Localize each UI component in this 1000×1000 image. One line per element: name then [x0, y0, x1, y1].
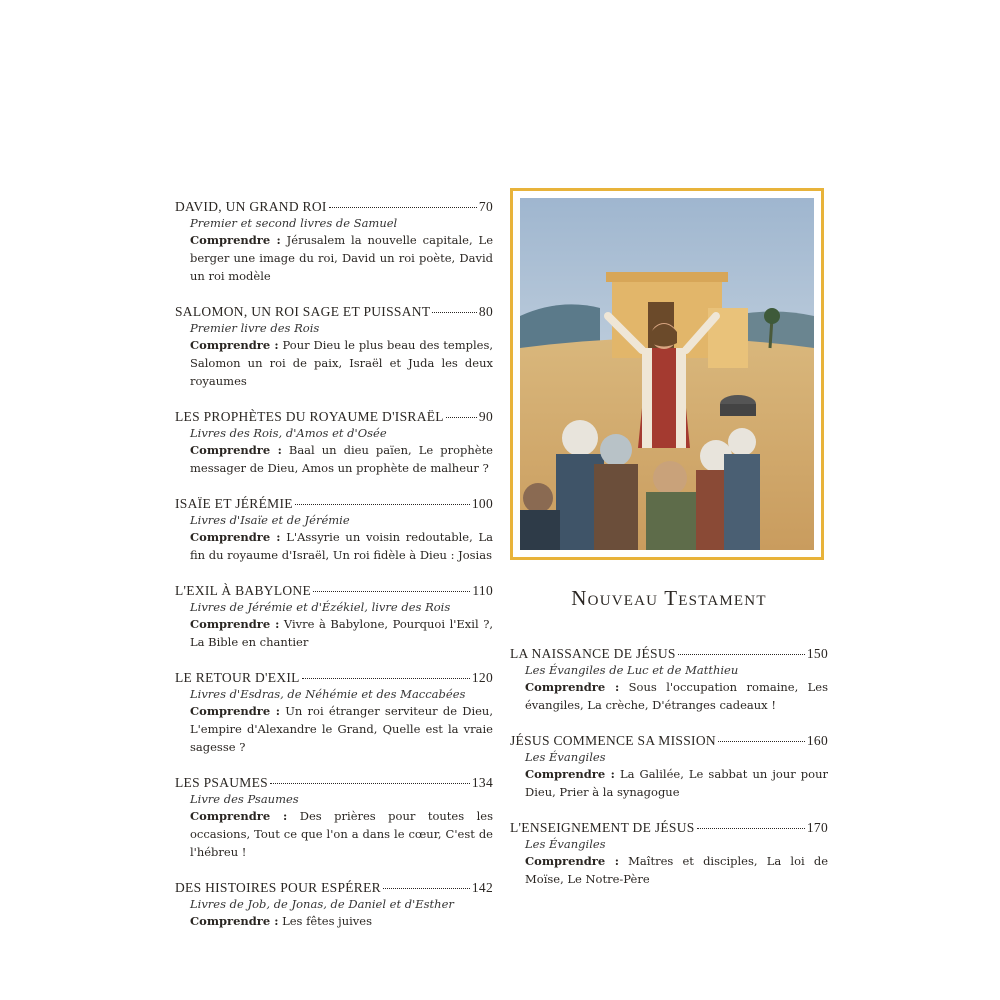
toc-right-column [510, 645, 828, 906]
entry-heading[interactable] [510, 645, 828, 663]
page-number: 80 [478, 304, 493, 319]
entry-source: Les Évangiles [525, 750, 606, 764]
entry-source: Livres de Jérémie et d'Ézékiel, livre des Rois [190, 600, 451, 614]
page-number: 160 [806, 733, 828, 748]
entry-heading[interactable] [175, 303, 493, 321]
jesus-preaching-illustration [520, 198, 814, 550]
leader-dots [718, 741, 805, 742]
toc-entry [175, 495, 493, 564]
comprendre-label: Comprendre : [190, 338, 279, 352]
entry-source: Livres des Rois, d'Amos et d'Osée [190, 426, 387, 440]
comprendre-label: Comprendre : [190, 704, 280, 718]
page-number: 134 [471, 775, 493, 790]
toc-entry [175, 879, 493, 930]
comprendre-label: Comprendre : [190, 233, 281, 247]
comprendre-label: Comprendre : [525, 680, 620, 694]
entry-topics: Jérusalem la nouvelle capitale, Le berger une image du roi, David un roi poète, David un roi modèle [190, 233, 493, 283]
toc-entry [510, 819, 828, 888]
entry-title: ISAÏE ET JÉRÉMIE [175, 496, 293, 511]
entry-heading[interactable] [510, 819, 828, 837]
entry-heading[interactable] [510, 732, 828, 750]
comprendre-label: Comprendre : [190, 443, 282, 457]
entry-heading[interactable] [175, 582, 493, 600]
toc-entry [175, 669, 493, 756]
entry-heading[interactable] [175, 774, 493, 792]
leader-dots [329, 207, 477, 208]
entry-title: LA NAISSANCE DE JÉSUS [510, 646, 676, 661]
entry-topics: Baal un dieu païen, Le prophète messager de Dieu, Amos un prophète de malheur ? [190, 443, 493, 475]
entry-description [175, 912, 493, 930]
entry-source: Les Évangiles [525, 837, 606, 851]
entry-topics: Un roi étranger serviteur de Dieu, L'empire d'Alexandre le Grand, Quelle est la vraie sagesse ? [190, 704, 493, 754]
toc-entry [510, 645, 828, 714]
entry-heading[interactable] [175, 879, 493, 897]
leader-dots [446, 417, 477, 418]
page-number: 110 [472, 583, 493, 598]
page-number: 120 [471, 670, 493, 685]
toc-entry [175, 303, 493, 390]
entry-source: Livres d'Esdras, de Néhémie et des Maccabées [190, 687, 466, 701]
page-number: 170 [806, 820, 828, 835]
entry-description [510, 678, 828, 714]
entry-heading[interactable] [175, 198, 493, 216]
leader-dots [295, 504, 470, 505]
entry-topics: La Galilée, Le sabbat un jour pour Dieu, Prier à la synagogue [525, 767, 828, 799]
entry-description [175, 528, 493, 564]
page-number: 100 [471, 496, 493, 511]
entry-title: L'ENSEIGNEMENT DE JÉSUS [510, 820, 695, 835]
page-number: 150 [806, 646, 828, 661]
entry-title: DAVID, UN GRAND ROI [175, 199, 327, 214]
entry-title: LES PROPHÈTES DU ROYAUME D'ISRAËL [175, 409, 444, 424]
page-number: 142 [471, 880, 493, 895]
entry-title: DES HISTOIRES POUR ESPÉRER [175, 880, 381, 895]
toc-entry [175, 408, 493, 477]
entry-title: SALOMON, UN ROI SAGE ET PUISSANT [175, 304, 431, 319]
entry-description [510, 765, 828, 801]
entry-topics: Vivre à Babylone, Pourquoi l'Exil ?, La Bible en chantier [190, 617, 494, 649]
entry-source: Premier livre des Rois [190, 321, 320, 335]
entry-title: LE RETOUR D'EXIL [175, 670, 300, 685]
entry-heading[interactable] [175, 669, 493, 687]
entry-description [175, 807, 493, 861]
toc-entry [175, 198, 493, 285]
entry-topics: Sous l'occupation romaine, Les évangiles, La crèche, D'étranges cadeaux ! [525, 680, 829, 712]
page-number: 90 [478, 409, 493, 424]
entry-source: Les Évangiles de Luc et de Matthieu [525, 663, 739, 677]
entry-title: JÉSUS COMMENCE SA MISSION [510, 733, 716, 748]
entry-title: LES PSAUMES [175, 775, 268, 790]
entry-topics: Les fêtes juives [282, 914, 372, 928]
entry-title: L'EXIL À BABYLONE [175, 583, 312, 598]
toc-entry [510, 732, 828, 801]
entry-topics: Pour Dieu le plus beau des temples, Salomon un roi de paix, Israël et Juda les deux royaumes [190, 338, 494, 388]
leader-dots [383, 888, 470, 889]
entry-description [510, 852, 828, 888]
entry-source: Livres de Job, de Jonas, de Daniel et d'Esther [190, 897, 454, 911]
comprendre-label: Comprendre : [190, 809, 288, 823]
entry-topics: Des prières pour toutes les occasions, Tout ce que l'on a dans le cœur, C'est de l'hébreu ! [190, 809, 494, 859]
comprendre-label: Comprendre : [190, 914, 279, 928]
comprendre-label: Comprendre : [190, 617, 280, 631]
entry-source: Premier et second livres de Samuel [190, 216, 398, 230]
leader-dots [302, 678, 470, 679]
entry-topics: Maîtres et disciples, La loi de Moïse, Le Notre-Père [525, 854, 829, 886]
toc-left-column [175, 198, 493, 948]
entry-description [175, 702, 493, 756]
illustration-frame [510, 188, 824, 560]
entry-description [175, 336, 493, 390]
entry-description [175, 441, 493, 477]
entry-source: Livre des Psaumes [190, 792, 299, 806]
comprendre-label: Comprendre : [190, 530, 281, 544]
comprendre-label: Comprendre : [525, 767, 615, 781]
leader-dots [270, 783, 470, 784]
page-number: 70 [478, 199, 493, 214]
comprendre-label: Comprendre : [525, 854, 619, 868]
entry-description [175, 231, 493, 285]
toc-entry [175, 582, 493, 651]
entry-heading[interactable] [175, 408, 493, 426]
entry-source: Livres d'Isaïe et de Jérémie [190, 513, 350, 527]
toc-entry [175, 774, 493, 861]
entry-heading[interactable] [175, 495, 493, 513]
leader-dots [432, 312, 477, 313]
entry-topics: L'Assyrie un voisin redoutable, La fin du royaume d'Israël, Un roi fidèle à Dieu : Josias [190, 530, 494, 562]
entry-description [175, 615, 493, 651]
leader-dots [678, 654, 805, 655]
section-title: Nouveau Testament [571, 586, 767, 610]
leader-dots [697, 828, 805, 829]
leader-dots [313, 591, 470, 592]
